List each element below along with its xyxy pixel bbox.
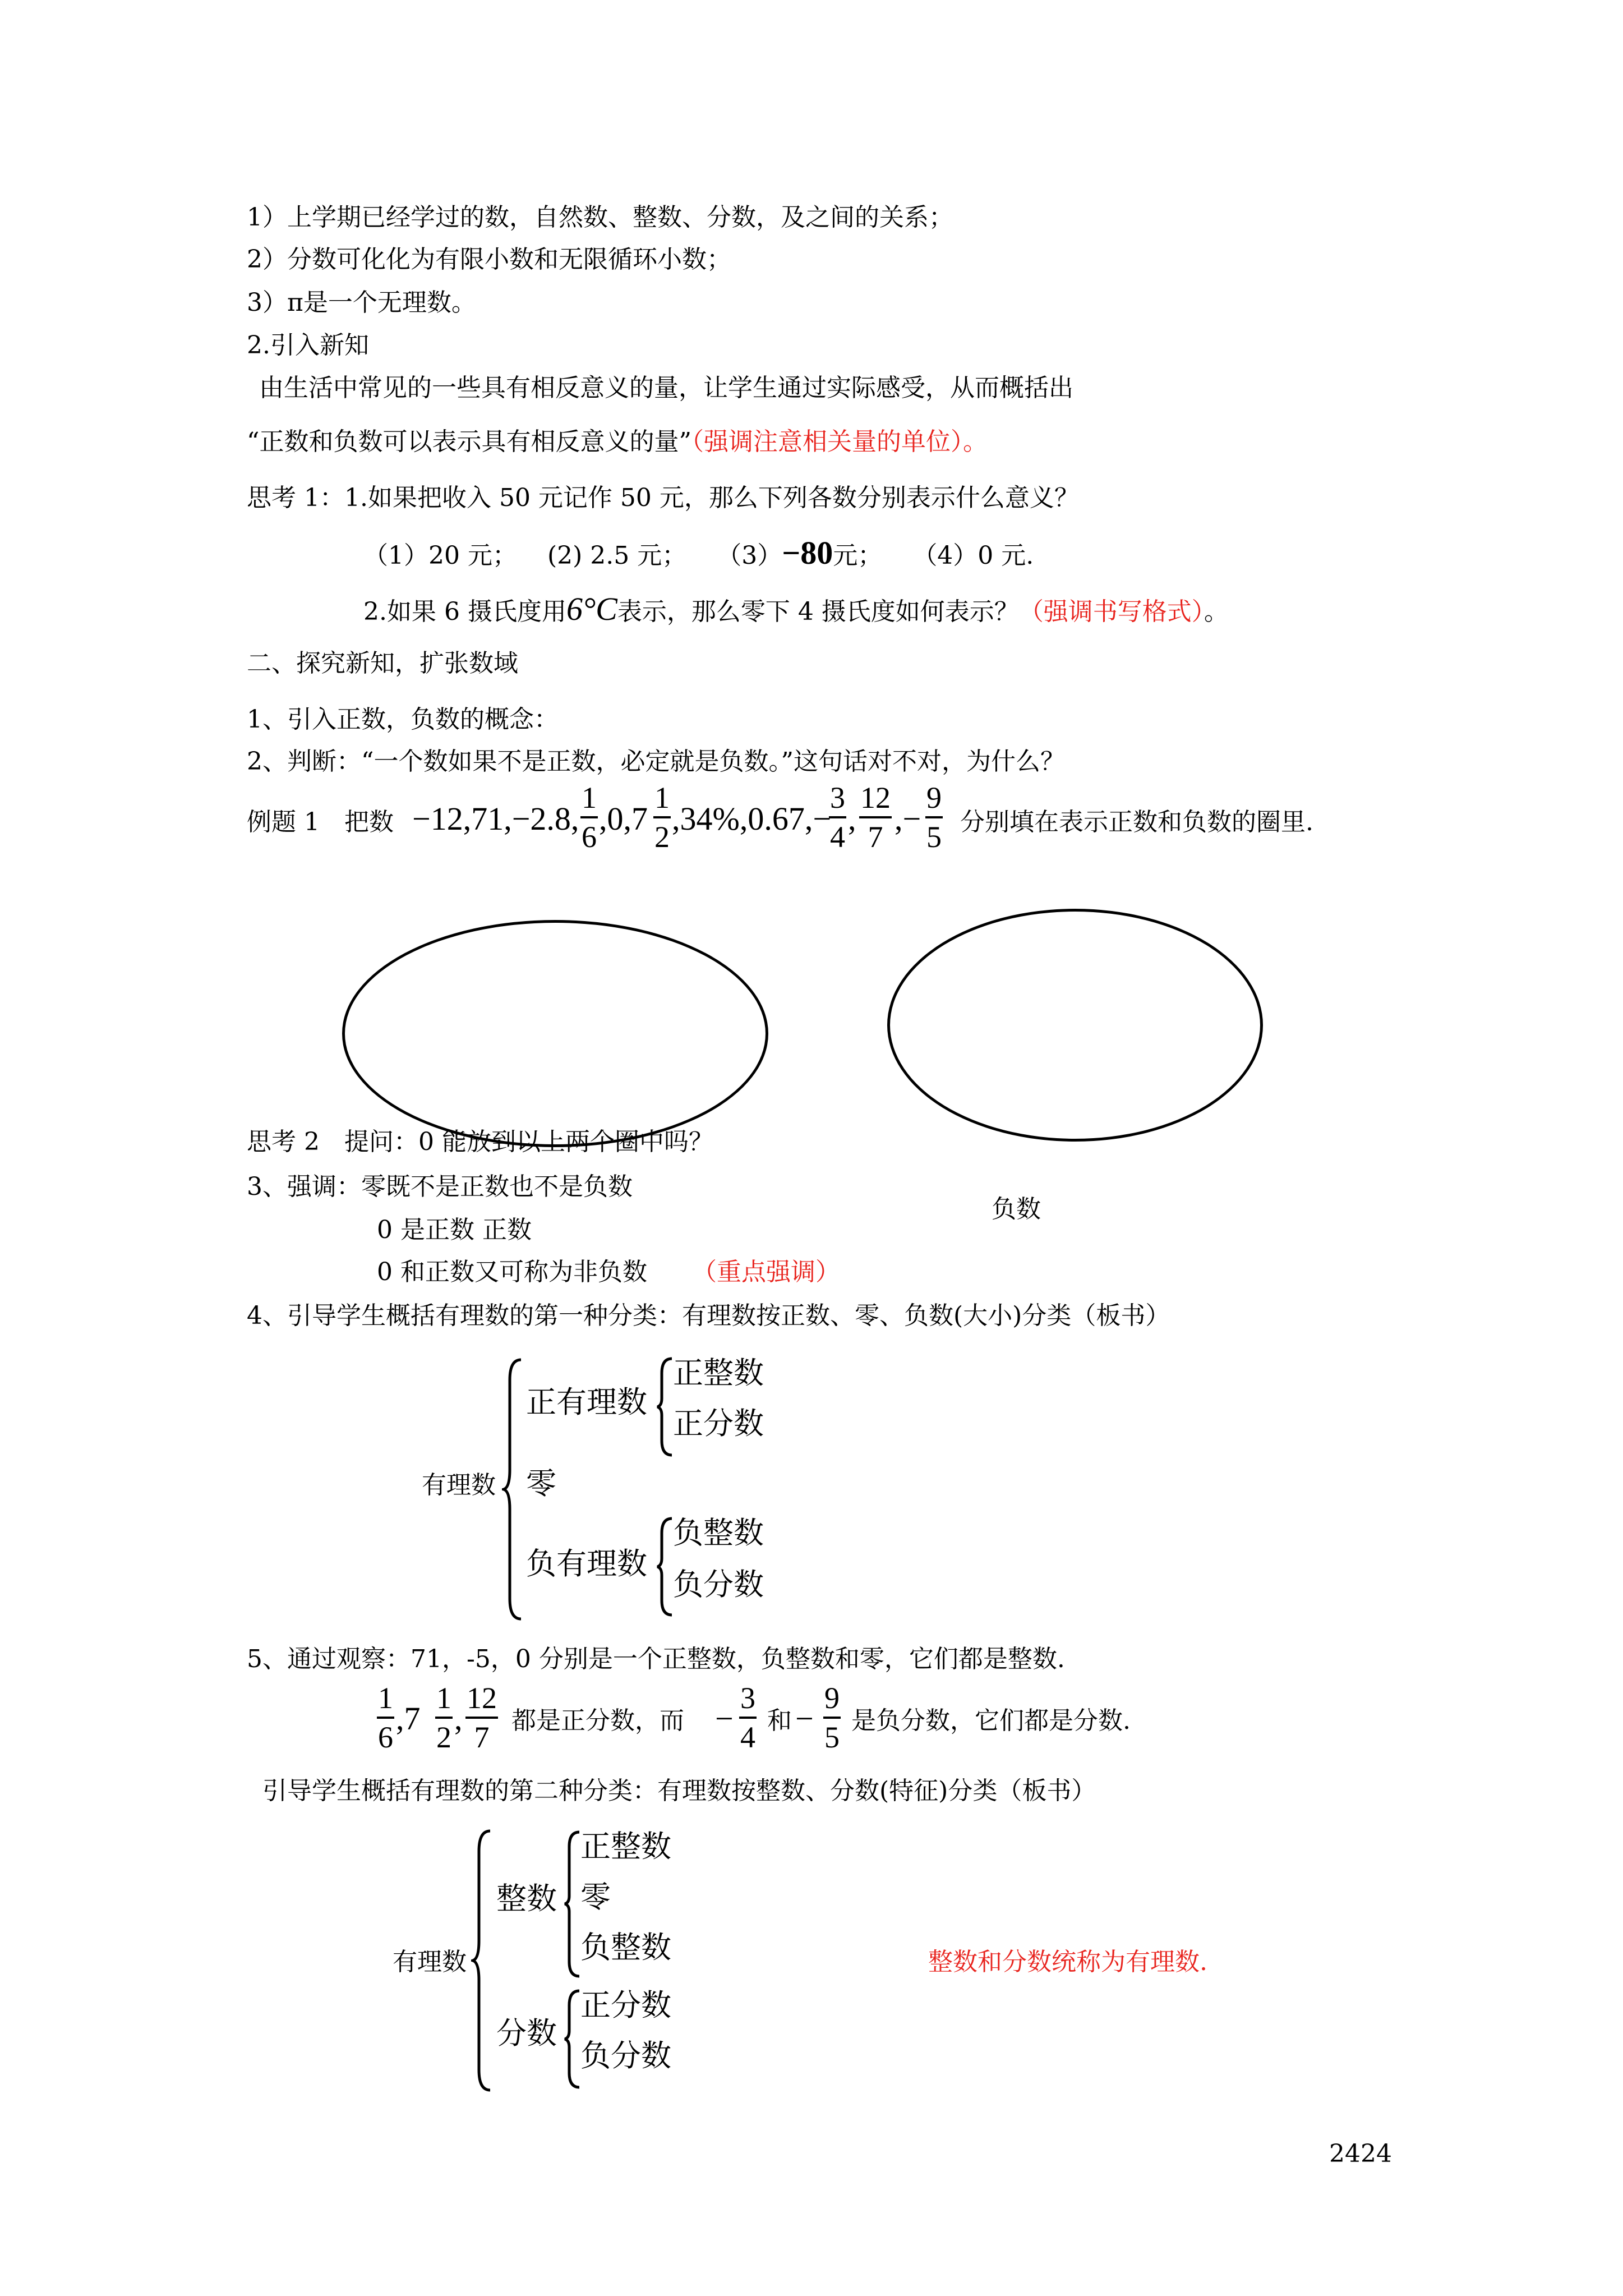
stress-3: 3、强调：零既不是正数也不是负数 <box>247 1172 633 1201</box>
fraction-bar <box>829 816 846 818</box>
fraction-12-7-b <box>465 1683 498 1752</box>
item-2: (2) 2.5 元； <box>547 541 687 570</box>
tree2-positive-int: 正整数 <box>580 1829 671 1864</box>
tree1-main-brace <box>502 1358 524 1621</box>
zero-positive-line: 0 是正数 正数 <box>377 1216 532 1244</box>
frac-line-c: 是负分数，它们都是分数. <box>851 1706 1131 1735</box>
frac-line-a: 都是正分数，而 <box>511 1706 684 1735</box>
item-3-prefix: （3） <box>717 541 782 570</box>
tree1-negative-frac: 负分数 <box>673 1567 764 1602</box>
positive-numbers-circle <box>342 920 768 1147</box>
fraction-num: 3 <box>740 1681 755 1715</box>
tree2-main-brace <box>471 1829 494 2092</box>
example-nums-5: ,− <box>895 800 921 837</box>
fraction-num: 1 <box>436 1681 451 1715</box>
tree1-positive-int: 正整数 <box>673 1355 764 1391</box>
nonnegative-line <box>377 1257 840 1288</box>
fraction-num: 12 <box>860 781 891 815</box>
line-6-red: （强调注意相关量的单位）。 <box>691 427 988 456</box>
think-1-q2 <box>363 593 1229 628</box>
tree1-negative-int: 负整数 <box>673 1515 764 1550</box>
tree2-zero: 零 <box>580 1879 611 1915</box>
item-3-unit: 元； <box>833 541 883 570</box>
minus-1: − <box>715 1700 734 1737</box>
fraction-num: 9 <box>926 781 942 815</box>
tree1-negative-brace <box>656 1516 674 1617</box>
fraction-den: 5 <box>926 820 942 854</box>
tree1-zero: 零 <box>526 1466 556 1501</box>
line-5: 由生活中常见的一些具有相反意义的量，让学生通过实际感受，从而概括出 <box>259 374 1073 402</box>
q2-celsius: 6°C <box>566 591 617 627</box>
think-2: 思考 2 提问：0 能放到以上两个圈中吗？ <box>247 1128 713 1156</box>
fraction-bar <box>823 1717 841 1719</box>
fraction-den: 4 <box>740 1720 755 1754</box>
line-11: 1、引入正数，负数的概念： <box>247 705 559 734</box>
frac-sep-1: ,7 <box>396 1700 421 1737</box>
fraction-num: 12 <box>467 1681 497 1715</box>
tree1-negative: 负有理数 <box>526 1546 647 1581</box>
fraction-1-6-b <box>377 1683 394 1752</box>
tree1-root: 有理数 <box>422 1471 496 1499</box>
item-4: （4）0 元. <box>912 541 1034 570</box>
think-1-items <box>363 537 1034 572</box>
fraction-den: 6 <box>378 1720 393 1754</box>
negative-numbers-circle <box>887 909 1263 1142</box>
fraction-bar <box>739 1717 757 1719</box>
fraction-num: 1 <box>654 781 670 815</box>
tree2-root: 有理数 <box>393 1948 467 1976</box>
negative-circle-label: 负数 <box>992 1195 1041 1223</box>
tree2-frac-brace <box>564 1989 582 2090</box>
fraction-1-2 <box>653 783 671 852</box>
guide-4: 4、引导学生概括有理数的第一种分类：有理数按正数、零、负数(大小)分类（板书） <box>247 1301 1170 1330</box>
fraction-num: 1 <box>378 1681 393 1715</box>
fraction-den: 7 <box>868 820 883 854</box>
fraction-num: 3 <box>830 781 845 815</box>
tree2-negative-frac: 负分数 <box>580 2038 671 2073</box>
q2-red: （强调书写格式） <box>1018 597 1204 626</box>
tree2-int: 整数 <box>496 1881 557 1916</box>
line-6 <box>247 426 988 458</box>
fraction-den: 6 <box>582 820 597 854</box>
tree1-positive: 正有理数 <box>526 1384 647 1420</box>
fraction-den: 5 <box>824 1720 840 1754</box>
line-3: 3）π是一个无理数。 <box>247 288 476 317</box>
item-1: （1）20 元； <box>363 541 517 570</box>
guide-second: 引导学生概括有理数的第二种分类：有理数按整数、分数(特征)分类（板书） <box>262 1777 1096 1805</box>
line-12: 2、判断：“一个数如果不是正数，必定就是负数。”这句话对不对，为什么？ <box>247 747 1065 776</box>
fraction-bar <box>377 1717 394 1719</box>
tree2-negative-int: 负整数 <box>580 1930 671 1965</box>
line-2: 2）分数可化化为有限小数和无限循环小数； <box>247 245 731 274</box>
q2-text-b: 表示，那么零下 4 摄氏度如何表示？ <box>617 597 1019 626</box>
nonnegative-text: 0 和正数又可称为非负数 <box>377 1258 647 1286</box>
tree1-positive-brace <box>656 1356 674 1457</box>
fraction-den: 4 <box>830 820 845 854</box>
tree2-int-brace <box>564 1830 582 1978</box>
fraction-den: 7 <box>474 1720 490 1754</box>
example-tail: 分别填在表示正数和负数的圈里. <box>960 808 1313 836</box>
fraction-3-4 <box>829 783 846 852</box>
fraction-bar <box>580 816 598 818</box>
nonnegative-red: （重点强调） <box>691 1258 840 1286</box>
section-2-title: 二、探究新知，扩张数域 <box>247 649 518 678</box>
example-nums-2: ,0,7 <box>599 800 648 837</box>
q2-text-a: 2.如果 6 摄氏度用 <box>363 597 566 626</box>
item-3-value: −80 <box>782 535 833 571</box>
fraction-bar <box>859 816 892 818</box>
fraction-bar <box>925 816 943 818</box>
frac-sep-2: , <box>454 1700 463 1737</box>
tree2-positive-frac: 正分数 <box>580 1987 671 2023</box>
think-1: 思考 1：1.如果把收入 50 元记作 50 元，那么下列各数分别表示什么意义？ <box>247 484 1079 512</box>
line-4: 2.引入新知 <box>247 331 369 360</box>
tree2-frac: 分数 <box>496 2016 557 2051</box>
observe-5: 5、通过观察：71，-5，0 分别是一个正整数，负整数和零，它们都是整数. <box>247 1645 1065 1673</box>
fraction-bar <box>465 1717 498 1719</box>
fraction-9-5 <box>925 783 943 852</box>
fraction-num: 1 <box>582 781 597 815</box>
example-1-label: 例题 1 把数 <box>247 808 394 836</box>
fraction-num: 9 <box>824 1681 840 1715</box>
fraction-1-2-b <box>435 1683 453 1752</box>
fraction-3-4-b <box>739 1683 757 1752</box>
fraction-den: 2 <box>436 1720 451 1754</box>
example-nums-3: ,34%,0.67,− <box>672 800 832 837</box>
example-nums-1: −12,71,−2.8, <box>412 800 579 837</box>
fraction-12-7 <box>859 783 892 852</box>
red-note: 整数和分数统称为有理数. <box>928 1948 1207 1976</box>
frac-line-b: 和 <box>767 1706 792 1735</box>
fraction-den: 2 <box>654 820 670 854</box>
q2-end: 。 <box>1204 597 1229 626</box>
fraction-bar <box>653 816 671 818</box>
fraction-bar <box>435 1717 453 1719</box>
line-1: 1）上学期已经学过的数，自然数、整数、分数，及之间的关系； <box>247 203 953 232</box>
fraction-1-6 <box>580 783 598 852</box>
example-nums-4: , <box>848 800 856 837</box>
line-6-main: “正数和负数可以表示具有相反意义的量” <box>247 427 691 456</box>
fraction-9-5-b <box>823 1683 841 1752</box>
minus-2: − <box>795 1700 814 1737</box>
page-number: 2424 <box>1329 2139 1392 2168</box>
tree1-positive-frac: 正分数 <box>673 1406 764 1441</box>
